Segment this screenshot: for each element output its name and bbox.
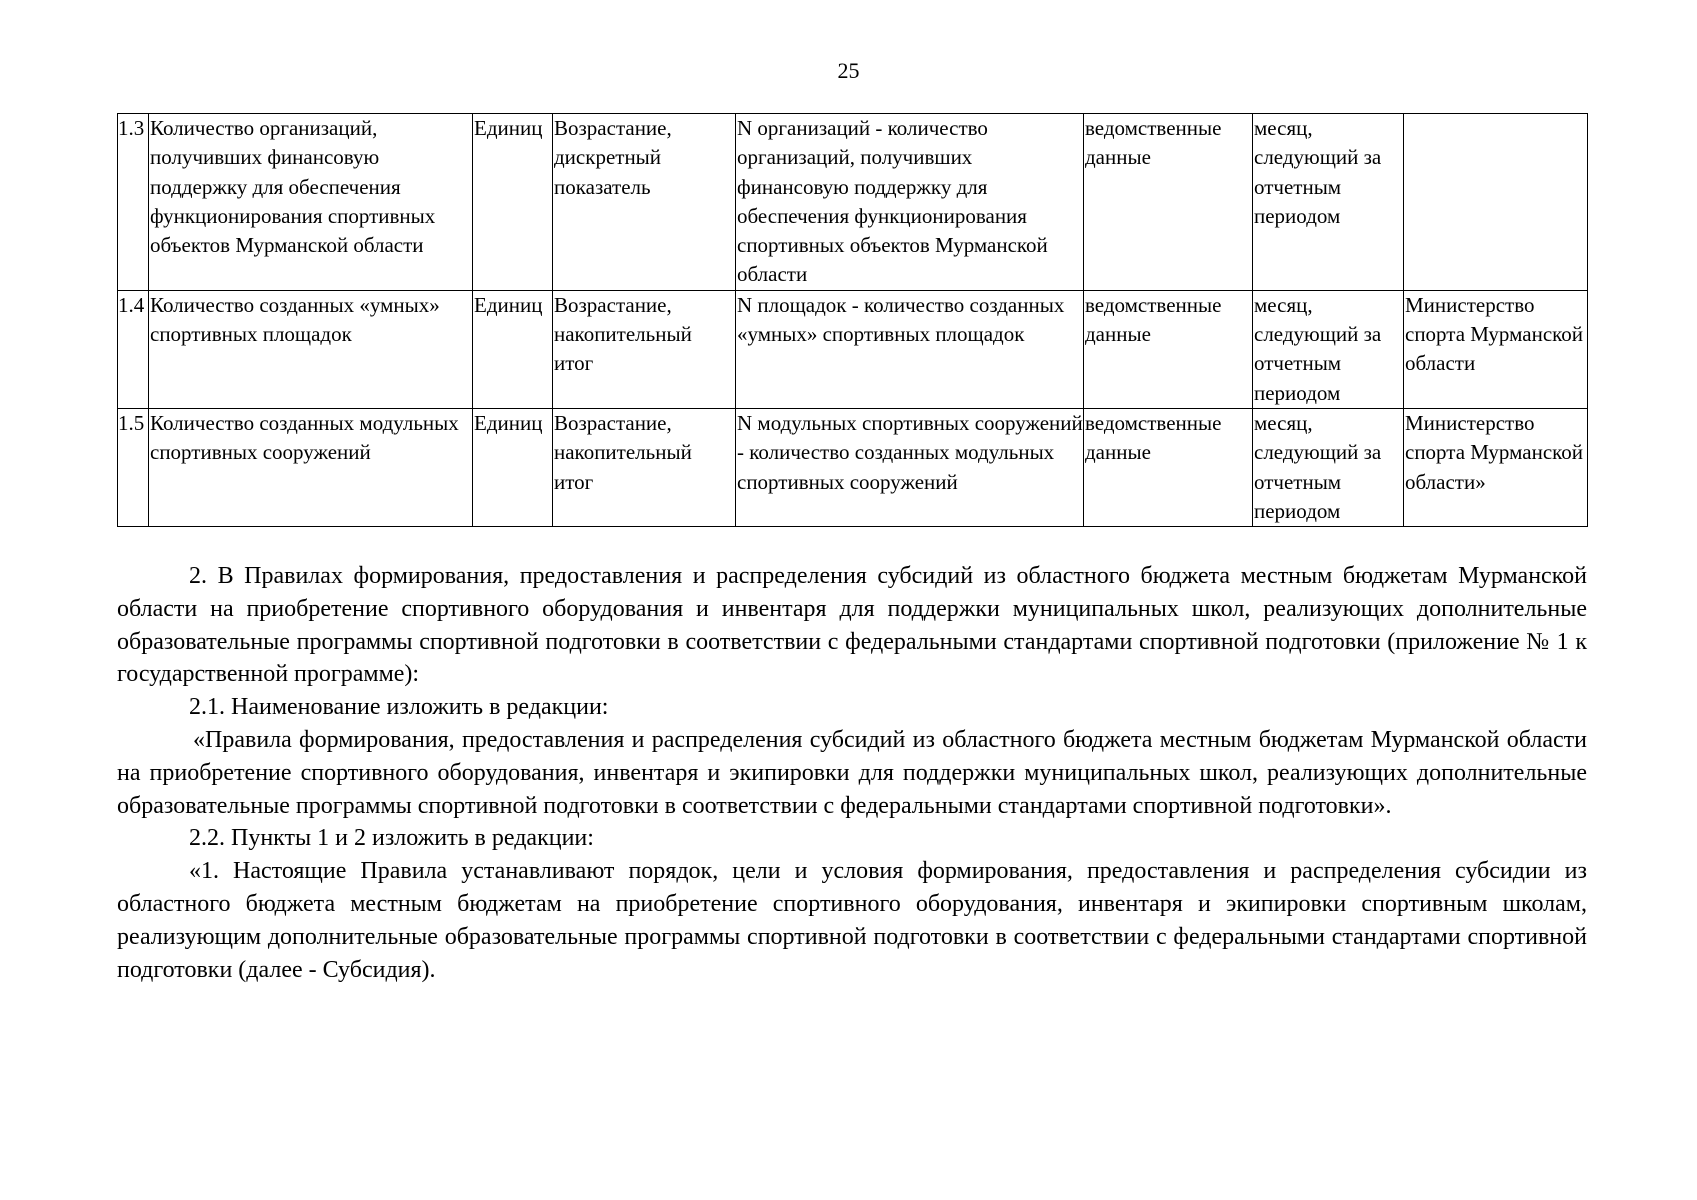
paragraph: 2.1. Наименование изложить в редакции: [189,694,609,721]
responsible-cell: Министерство спорта Мурманской области» [1404,408,1588,526]
table-row [118,114,1588,291]
dynamics-cell: Возрастание, накопительный итог [553,290,736,408]
row-number: 1.5 [118,408,149,526]
indicator-name: Количество созданных модульных спортивных сооружений [149,408,473,526]
unit-cell: Единиц [473,114,553,291]
indicators-table [117,113,1588,527]
unit-cell: Единиц [473,408,553,526]
period-cell: месяц, следующий за отчетным периодом [1253,290,1404,408]
source-cell: ведомственные данные [1084,114,1253,291]
responsible-cell [1404,114,1588,291]
formula-cell: N модульных спортивных сооружений - количество созданных модульных спортивных сооружений [736,408,1084,526]
table-row [118,290,1588,408]
period-cell: месяц, следующий за отчетным периодом [1253,114,1404,291]
dynamics-cell: Возрастание, дискретный показатель [553,114,736,291]
dynamics-cell: Возрастание, накопительный итог [553,408,736,526]
formula-cell: N организаций - количество организаций, получивших финансовую поддержку для обеспечения функционирования спортивных объектов Мурманской области [736,114,1084,291]
indicator-name: Количество организаций, получивших финансовую поддержку для обеспечения функционирования спортивных объектов Мурманской области [149,114,473,291]
responsible-cell: Министерство спорта Мурманской области [1404,290,1588,408]
period-cell: месяц, следующий за отчетным периодом [1253,408,1404,526]
paragraph: «1. Настоящие Правила устанавливают порядок, цели и условия формирования, предоставления и распределения субсидии из областного бюджета местным бюджетам на приобретение спортивного оборудования, инвентаря и экипировки спортивным школам, реализующим дополнительные образовательные программы спортивной подготовки в соответствии с федеральными стандартами спортивной подготовки (далее - Субсидия). [117,858,1587,983]
paragraph: 2. В Правилах формирования, предоставления и распределения субсидий из областного бюджета местным бюджетам Мурманской области на приобретение спортивного оборудования и инвентаря для поддержки муниципальных школ, реализующих дополнительные образовательные программы спортивной подготовки в соответствии с федеральными стандартами спортивной подготовки (приложение № 1 к государственной программе): [117,563,1587,688]
page-number: 25 [837,58,860,83]
row-number: 1.4 [118,290,149,408]
indicator-name: Количество созданных «умных» спортивных площадок [149,290,473,408]
formula-cell: N площадок - количество созданных «умных» спортивных площадок [736,290,1084,408]
table-row [118,408,1588,526]
document-body [117,560,1587,986]
unit-cell: Единиц [473,290,553,408]
row-number: 1.3 [118,114,149,291]
source-cell: ведомственные данные [1084,290,1253,408]
paragraph: «Правила формирования, предоставления и распределения субсидий из областного бюджета местным бюджетам Мурманской области на приобретение спортивного оборудования, инвентаря и экипировки для поддержки муниципальных школ, реализующих дополнительные образовательные программы спортивной подготовки в соответствии с федеральными стандартами спортивной подготовки». [117,726,1587,819]
paragraph: 2.2. Пункты 1 и 2 изложить в редакции: [189,825,594,852]
source-cell: ведомственные данные [1084,408,1253,526]
